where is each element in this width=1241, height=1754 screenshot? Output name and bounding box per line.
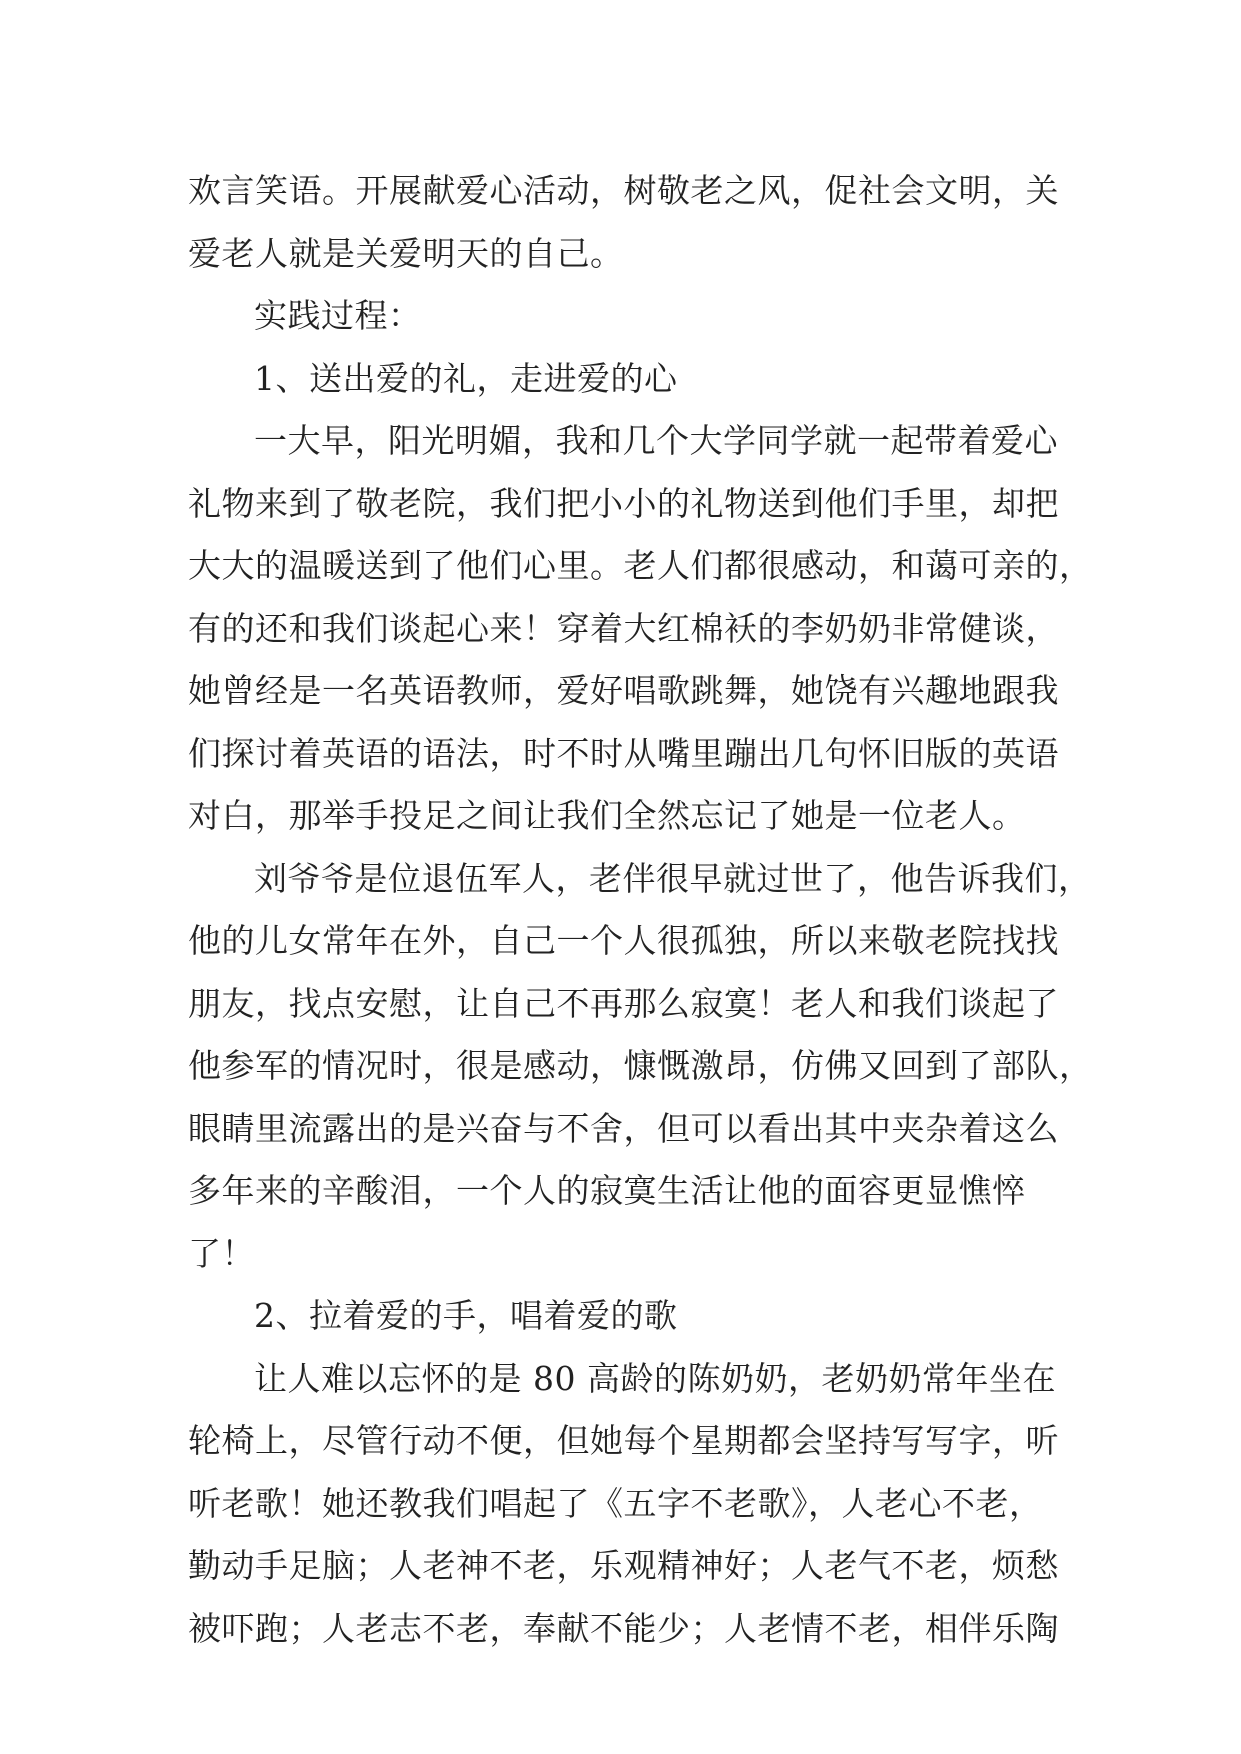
text-line: 让人难以忘怀的是 80 高龄的陈奶奶，老奶奶常年坐在 <box>254 1358 1056 1398</box>
text-line: 大大的温暖送到了他们心里。老人们都很感动，和蔼可亲的， <box>188 546 1093 585</box>
text-line: 有的还和我们谈起心来！穿着大红棉袄的李奶奶非常健谈， <box>188 608 1059 648</box>
paragraph-2 <box>188 410 1093 848</box>
text-line: 被吓跑；人老志不老，奉献不能少；人老情不老，相伴乐陶 <box>188 1608 1059 1648</box>
text-line: 礼物来到了敬老院，我们把小小的礼物送到他们手里，却把 <box>188 483 1059 523</box>
text-line: 对白，那举手投足之间让我们全然忘记了她是一位老人。 <box>188 796 1026 835</box>
text-line: 勤动手足脑；人老神不老，乐观精神好；人老气不老，烦愁 <box>188 1546 1059 1585</box>
text-line: 她曾经是一名英语教师，爱好唱歌跳舞，她饶有兴趣地跟我 <box>188 671 1059 710</box>
text-line: 爱老人就是关爱明天的自己。 <box>188 233 624 273</box>
text-line: 欢言笑语。开展献爱心活动，树敬老之风，促社会文明，关 <box>188 171 1059 210</box>
document-body <box>188 160 1093 1660</box>
text-line: 朋友，找点安慰，让自己不再那么寂寞！老人和我们谈起了 <box>188 983 1059 1023</box>
section-heading-1 <box>188 348 1053 411</box>
text-line: 他参军的情况时，很是感动，慷慨激昂，仿佛又回到了部队， <box>188 1046 1093 1085</box>
paragraph-3 <box>188 848 1093 1286</box>
text-line: 眼睛里流露出的是兴奋与不舍，但可以看出其中夹杂着这么 <box>188 1108 1059 1148</box>
paragraph-4 <box>188 1348 1059 1661</box>
paragraph-1 <box>188 160 1059 285</box>
text-line: 听老歌！她还教我们唱起了《五字不老歌》，人老心不老， <box>188 1483 1043 1523</box>
text-line: 2、拉着爱的手，唱着爱的歌 <box>254 1296 678 1335</box>
text-line: 们探讨着英语的语法，时不时从嘴里蹦出几句怀旧版的英语 <box>188 733 1059 773</box>
text-line: 实践过程： <box>254 296 422 335</box>
text-line: 1、送出爱的礼，走进爱的心 <box>254 358 678 398</box>
text-line: 一大早，阳光明媚，我和几个大学同学就一起带着爱心 <box>254 421 1058 460</box>
text-line: 轮椅上，尽管行动不便，但她每个星期都会坚持写写字，听 <box>188 1421 1059 1460</box>
section-label <box>188 285 1053 348</box>
text-line: 刘爷爷是位退伍军人，老伴很早就过世了，他告诉我们， <box>254 858 1092 898</box>
text-line: 他的儿女常年在外，自己一个人很孤独，所以来敬老院找找 <box>188 921 1059 960</box>
section-heading-2 <box>188 1285 1053 1348</box>
text-line: 多年来的辛酸泪，一个人的寂寞生活让他的面容更显憔悴 <box>188 1171 1026 1210</box>
text-line: 了！ <box>188 1233 255 1273</box>
